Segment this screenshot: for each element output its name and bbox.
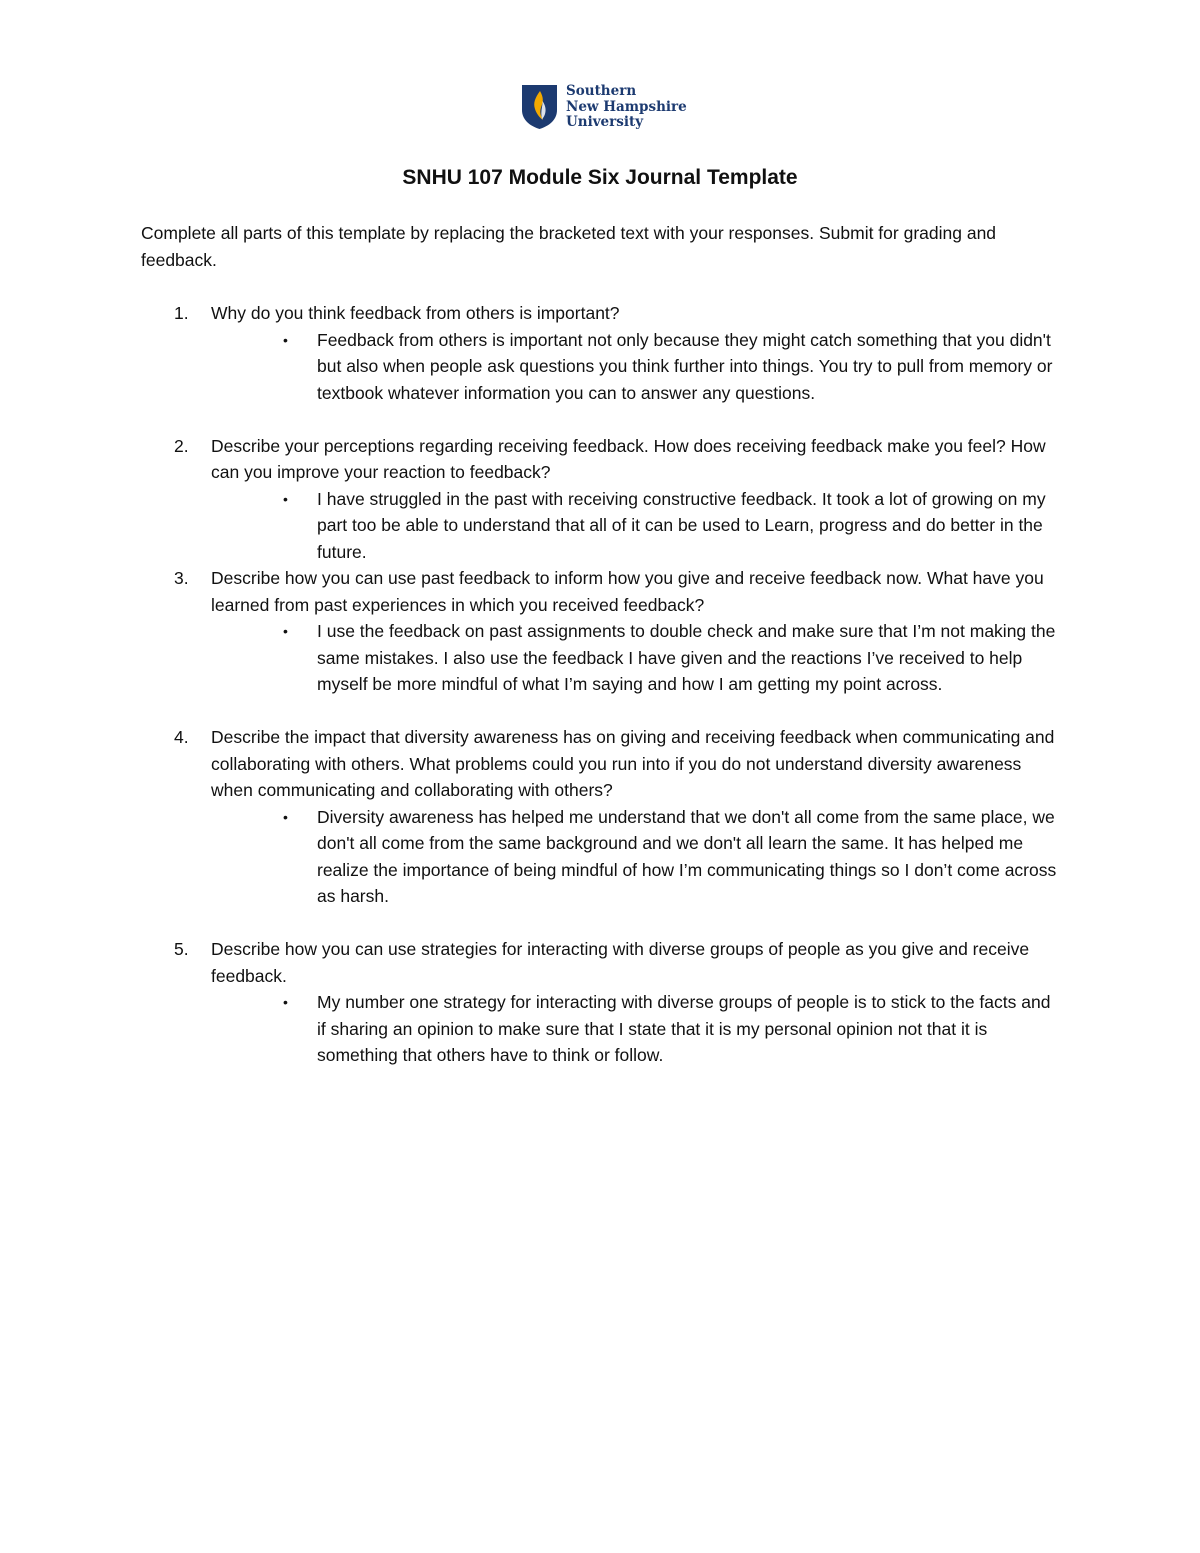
question-item-5 <box>141 936 1061 1069</box>
question-text: Describe how you can use strategies for interacting with diverse groups of people as you give and receive feedback. <box>211 939 1030 986</box>
question-item-1 <box>141 300 1061 433</box>
question-number: 2. <box>174 435 189 456</box>
question-item-4 <box>141 724 1061 936</box>
question-item-2 <box>141 433 1061 566</box>
bullet-icon: • <box>283 490 288 507</box>
logo-line-2: New Hampshire <box>566 98 687 115</box>
answer-item <box>283 804 1057 910</box>
question-number: 3. <box>174 568 189 588</box>
intro-paragraph: Complete all parts of this template by replacing the bracketed text with your responses. Submit for grading and feedback. <box>141 223 997 270</box>
bullet-icon: • <box>283 623 288 639</box>
question-text: Why do you think feedback from others is important? <box>211 303 620 323</box>
snhu-logo <box>521 84 686 132</box>
bullet-icon: • <box>283 331 288 348</box>
question-number: 5. <box>174 939 189 959</box>
page-title: SNHU 107 Module Six Journal Template <box>402 166 798 189</box>
logo-line-1: Southern <box>566 83 637 99</box>
question-text: Describe the impact that diversity awareness has on giving and receiving feedback when communicating and collaborating with others. What problems could you run into if you do not understand diversity awareness when communicating and collaborating with others? <box>211 727 1055 800</box>
answer-item <box>283 618 1057 698</box>
answer-text: I use the feedback on past assignments to double check and make sure that I’m not making the same mistakes. I also use the feedback I have given and the reactions I’ve received to help myself be more mindful of what I’m saying and how I am getting my point across. <box>317 621 1056 694</box>
shield-flame-icon <box>521 84 558 130</box>
question-list <box>141 300 1061 1069</box>
answer-item <box>283 989 1057 1069</box>
logo-line-3: University <box>566 114 644 130</box>
answer-item <box>283 486 1057 566</box>
bullet-icon: • <box>283 808 288 825</box>
answer-text: Diversity awareness has helped me understand that we don't all come from the same place, we don't all come from the same background and we don't all learn the same. It has helped me realize the importance of being mindful of how I’m communicating things so I don’t come across as harsh. <box>317 806 1057 906</box>
question-number: 4. <box>174 727 189 747</box>
bullet-icon: • <box>283 994 288 1010</box>
answer-text: I have struggled in the past with receiving constructive feedback. It took a lot of growing on my part too be able to understand that all of it can be used to Learn, progress and do better in the future. <box>317 488 1046 562</box>
question-number: 1. <box>174 303 189 323</box>
answer-text: Feedback from others is important not only because they might catch something that you didn't but also when people ask questions you think further into things. You try to pull from memory or textbook whatever information you can to answer any questions. <box>317 329 1053 403</box>
answer-item <box>283 327 1057 407</box>
question-text: Describe your perceptions regarding receiving feedback. How does receiving feedback make you feel? How can you improve your reaction to feedback? <box>211 435 1046 482</box>
question-item-3 <box>141 565 1061 724</box>
question-text: Describe how you can use past feedback to inform how you give and receive feedback now. What have you learned from past experiences in which you received feedback? <box>211 568 1044 615</box>
logo-wordmark <box>566 84 687 131</box>
answer-text: My number one strategy for interacting with diverse groups of people is to stick to the facts and if sharing an opinion to make sure that I state that it is my personal opinion not that it is something that others have to think or follow. <box>317 992 1051 1065</box>
